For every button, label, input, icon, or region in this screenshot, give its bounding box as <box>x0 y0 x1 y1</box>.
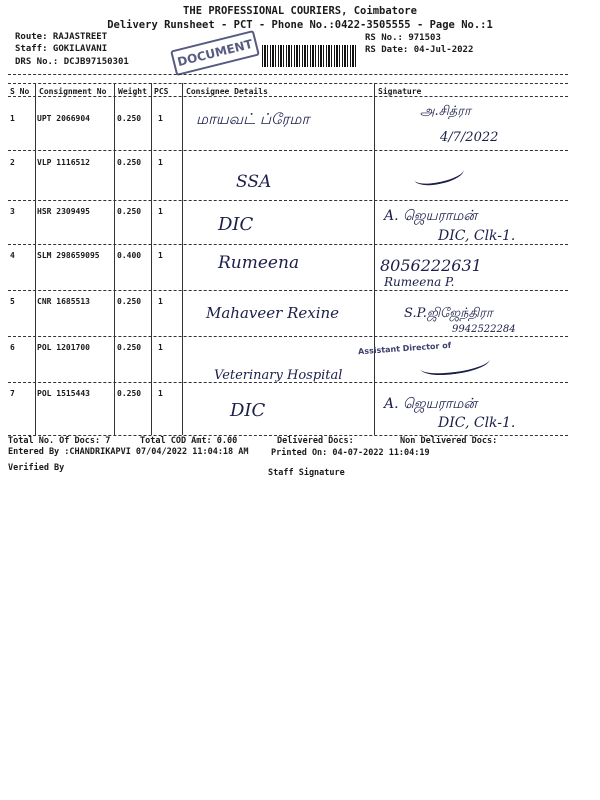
col-header-weight: Weight <box>118 87 147 96</box>
row-signature-handwritten: S.P.ஜிஜேந்திரா <box>404 306 493 321</box>
total-cod-amount: Total COD Amt: 0.00 <box>140 436 238 446</box>
row-rule <box>8 200 568 201</box>
row-weight: 0.250 <box>117 158 142 167</box>
row-consignment-no: POL 1515443 <box>37 389 90 398</box>
row-signature-handwritten: Rumeena P. <box>384 275 455 289</box>
row-sno: 3 <box>10 207 15 216</box>
row-weight: 0.250 <box>117 114 142 123</box>
col-header-signature: Signature <box>378 87 422 96</box>
staff-label: Staff: GOKILAVANI <box>15 44 108 54</box>
row-consignee-handwritten: DIC <box>218 214 254 235</box>
document-stamp: DOCUMENT <box>170 30 260 76</box>
row-rule <box>8 290 568 291</box>
row-pcs: 1 <box>158 343 163 352</box>
row-consignment-no: VLP 1116512 <box>37 158 90 167</box>
row-rule <box>8 150 568 151</box>
row-signature-handwritten: அ.சித்ரா <box>420 104 471 119</box>
runsheet-subtitle: Delivery Runsheet - PCT - Phone No.:0422-3505555 - Page No.:1 <box>107 19 493 31</box>
row-sno: 5 <box>10 297 15 306</box>
row-sno: 1 <box>10 114 15 123</box>
column-divider <box>151 83 152 435</box>
staff-signature-label: Staff Signature <box>268 468 345 478</box>
row-consignment-no: UPT 2066904 <box>37 114 90 123</box>
row-pcs: 1 <box>158 207 163 216</box>
row-consignee-handwritten: Mahaveer Rexine <box>206 304 340 322</box>
row-signature-date: 4/7/2022 <box>440 130 499 145</box>
row-signature-title: DIC, Clk-1. <box>438 228 516 244</box>
col-header-pcs: PCS <box>154 87 169 96</box>
row-pcs: 1 <box>158 158 163 167</box>
printed-on: Printed On: 04-07-2022 11:04:19 <box>271 448 430 458</box>
column-divider <box>182 83 183 435</box>
row-consignment-no: HSR 2309495 <box>37 207 90 216</box>
row-pcs: 1 <box>158 297 163 306</box>
row-weight: 0.250 <box>117 389 142 398</box>
row-sno: 6 <box>10 343 15 352</box>
col-header-sno: S No <box>10 87 30 96</box>
barcode <box>262 45 356 67</box>
row-signature-handwritten: A. ஜெயராமன் <box>384 396 477 412</box>
row-consignee-handwritten: SSA <box>236 172 272 192</box>
row-consignee-handwritten: DIC <box>230 400 266 421</box>
row-sno: 2 <box>10 158 15 167</box>
header-bottom-rule <box>8 96 568 97</box>
row-sno: 7 <box>10 389 15 398</box>
company-title: THE PROFESSIONAL COURIERS, Coimbatore <box>183 5 417 17</box>
row-signature-handwritten: A. ஜெயராமன் <box>384 208 477 224</box>
row-official-stamp: Assistant Director of <box>357 340 452 357</box>
row-weight: 0.400 <box>117 251 142 260</box>
delivered-docs: Delivered Docs: <box>277 436 354 446</box>
row-rule <box>8 244 568 245</box>
row-signature-phone: 8056222631 <box>380 256 482 275</box>
row-signature-scribble <box>419 349 491 379</box>
verified-by: Verified By <box>8 463 65 473</box>
column-divider <box>35 83 36 435</box>
column-divider <box>114 83 115 435</box>
entered-by: Entered By :CHANDRIKAPVI 07/04/2022 11:04:18 AM <box>8 447 249 457</box>
col-header-consignment: Consignment No <box>39 87 107 96</box>
top-dashed-rule <box>8 74 568 75</box>
row-weight: 0.250 <box>117 207 142 216</box>
row-pcs: 1 <box>158 389 163 398</box>
row-consignment-no: POL 1201700 <box>37 343 90 352</box>
row-consignee-handwritten: Rumeena <box>218 253 300 273</box>
row-signature-title: DIC, Clk-1. <box>438 415 516 431</box>
row-weight: 0.250 <box>117 297 142 306</box>
rs-date: RS Date: 04-Jul-2022 <box>365 45 474 55</box>
row-consignment-no: SLM 298659095 <box>37 251 100 260</box>
row-consignment-no: CNR 1685513 <box>37 297 90 306</box>
non-delivered-docs: Non Delivered Docs: <box>400 436 498 446</box>
header-top-rule <box>8 83 568 84</box>
drs-number: DRS No.: DCJB97150301 <box>15 57 129 67</box>
total-docs: Total No. Of Docs: 7 <box>8 436 111 446</box>
row-rule <box>8 336 568 337</box>
row-weight: 0.250 <box>117 343 142 352</box>
row-signature-scribble <box>413 161 466 189</box>
rs-number: RS No.: 971503 <box>365 33 441 43</box>
route-label: Route: RAJASTREET <box>15 32 108 42</box>
row-pcs: 1 <box>158 114 163 123</box>
row-pcs: 1 <box>158 251 163 260</box>
col-header-consignee: Consignee Details <box>186 87 268 96</box>
row-consignee-handwritten: மாயவட் ப்ரேமா <box>196 110 310 128</box>
row-consignee-handwritten: Veterinary Hospital <box>214 368 343 383</box>
row-signature-phone: 9942522284 <box>452 324 516 335</box>
column-divider <box>374 83 375 435</box>
row-sno: 4 <box>10 251 15 260</box>
